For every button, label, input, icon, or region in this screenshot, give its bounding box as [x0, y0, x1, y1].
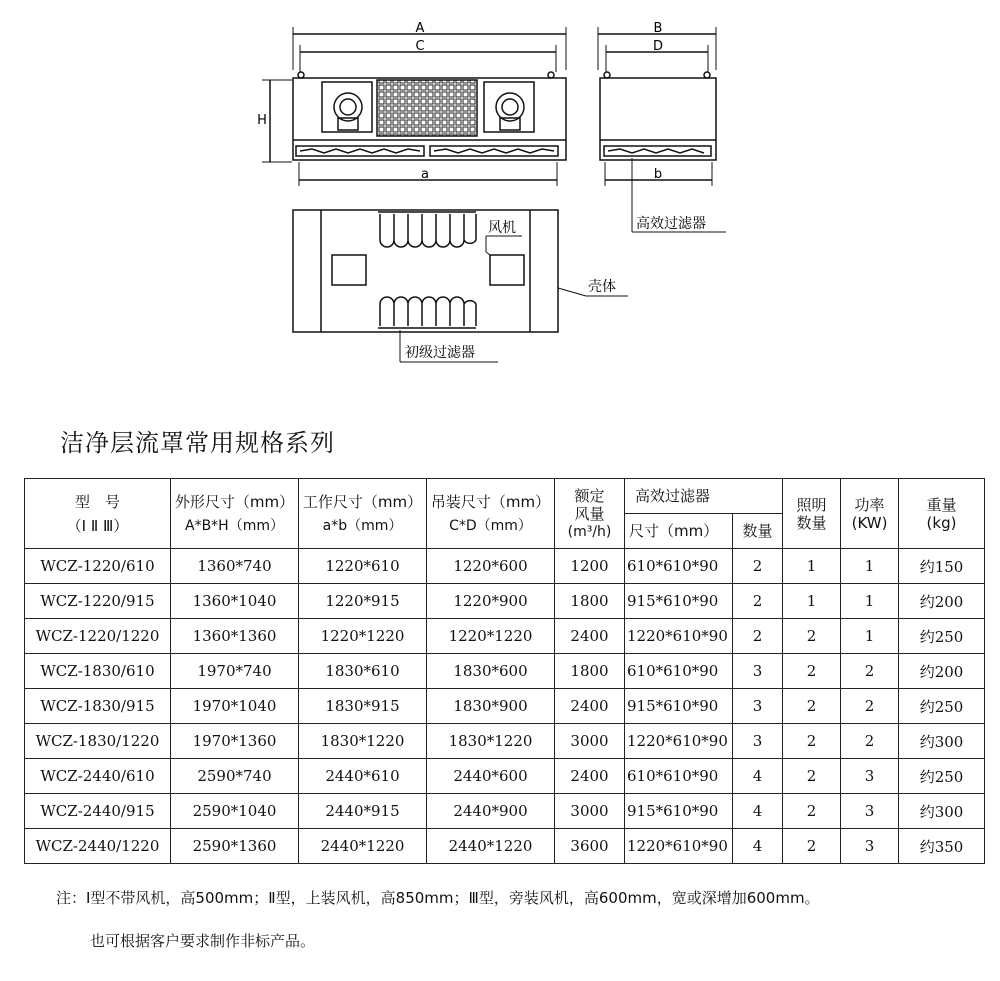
note-line-2: 也可根据客户要求制作非标产品。 — [90, 932, 316, 950]
cell-hepa-qty: 2 — [733, 584, 783, 619]
technical-drawing — [0, 0, 1000, 400]
header-light-line1: 照明 — [796, 495, 827, 514]
side-elevation — [598, 27, 726, 232]
header-work-size — [299, 479, 427, 549]
cell-hepa-size: 1220*610*90 — [625, 619, 733, 654]
header-airflow — [555, 479, 625, 549]
cell-weight: 约300 — [899, 794, 985, 829]
cell-hepa-size: 610*610*90 — [625, 549, 733, 584]
header-hepa: 高效过滤器 — [625, 479, 783, 514]
header-air-line1: 额定 — [574, 486, 605, 505]
cell-airflow: 2400 — [555, 689, 625, 724]
cell-airflow: 2400 — [555, 619, 625, 654]
cell-power: 1 — [841, 619, 899, 654]
cell-work-size: 1220*610 — [299, 549, 427, 584]
cell-hang-size: 2440*900 — [427, 794, 555, 829]
cell-model: WCZ-1830/1220 — [25, 724, 171, 759]
cell-hepa-size: 610*610*90 — [625, 654, 733, 689]
header-weight-line1: 重量 — [926, 495, 957, 514]
cell-airflow: 1800 — [555, 584, 625, 619]
cell-power: 2 — [841, 689, 899, 724]
table-row — [25, 654, 985, 689]
cell-weight: 约150 — [899, 549, 985, 584]
header-power-line2: (KW) — [851, 513, 888, 532]
dim-C-label: C — [415, 39, 425, 54]
cell-model: WCZ-2440/915 — [25, 794, 171, 829]
front-elevation — [262, 27, 566, 186]
cell-airflow: 3000 — [555, 794, 625, 829]
prefilter-label: 初级过滤器 — [405, 345, 475, 361]
cell-outer-size: 1970*740 — [171, 654, 299, 689]
cell-airflow: 1800 — [555, 654, 625, 689]
cell-hepa-qty: 4 — [733, 794, 783, 829]
cell-airflow: 3000 — [555, 724, 625, 759]
fan-label: 风机 — [488, 220, 516, 236]
header-light-line2: 数量 — [796, 513, 827, 532]
cell-power: 3 — [841, 759, 899, 794]
cell-model: WCZ-2440/610 — [25, 759, 171, 794]
cell-outer-size: 1360*1360 — [171, 619, 299, 654]
page-title: 洁净层流罩常用规格系列 — [60, 429, 335, 457]
cell-hepa-size: 915*610*90 — [625, 689, 733, 724]
header-hang-line2: C*D（mm） — [449, 517, 532, 534]
cell-hang-size: 1830*600 — [427, 654, 555, 689]
cell-outer-size: 1360*740 — [171, 549, 299, 584]
header-air-line3: (m³/h) — [567, 523, 612, 540]
cell-hang-size: 1220*600 — [427, 549, 555, 584]
cell-weight: 约350 — [899, 829, 985, 864]
header-model-line1: 型 号 — [74, 492, 120, 511]
header-hang-line1: 吊装尺寸（mm） — [430, 492, 551, 511]
spec-table — [24, 478, 985, 864]
cell-work-size: 2440*610 — [299, 759, 427, 794]
header-hang-size — [427, 479, 555, 549]
hepa-filter-label: 高效过滤器 — [636, 216, 706, 232]
cell-model: WCZ-1220/610 — [25, 549, 171, 584]
cell-hepa-size: 915*610*90 — [625, 794, 733, 829]
header-row-1 — [25, 479, 985, 514]
cell-outer-size: 1970*1360 — [171, 724, 299, 759]
plan-view — [293, 210, 628, 362]
dim-B-label: B — [653, 21, 663, 36]
cell-hepa-size: 1220*610*90 — [625, 829, 733, 864]
header-power-line1: 功率 — [854, 495, 885, 514]
cell-lighting: 2 — [783, 654, 841, 689]
cell-work-size: 1220*915 — [299, 584, 427, 619]
cell-work-size: 1830*610 — [299, 654, 427, 689]
cell-power: 3 — [841, 794, 899, 829]
header-weight — [899, 479, 985, 549]
header-model-line2: （Ⅰ Ⅱ Ⅲ） — [66, 516, 129, 535]
cell-model: WCZ-2440/1220 — [25, 829, 171, 864]
header-air-line2: 风量 — [574, 504, 605, 523]
cell-weight: 约200 — [899, 654, 985, 689]
cell-work-size: 1830*915 — [299, 689, 427, 724]
dim-A-label: A — [415, 21, 425, 36]
cell-power: 1 — [841, 584, 899, 619]
table-row — [25, 689, 985, 724]
cell-hang-size: 1220*900 — [427, 584, 555, 619]
cell-lighting: 1 — [783, 584, 841, 619]
cell-work-size: 2440*915 — [299, 794, 427, 829]
table-row — [25, 584, 985, 619]
cell-power: 1 — [841, 549, 899, 584]
cell-hang-size: 2440*1220 — [427, 829, 555, 864]
cell-lighting: 2 — [783, 794, 841, 829]
cell-weight: 约200 — [899, 584, 985, 619]
header-hepa-size: 尺寸（mm） — [625, 514, 733, 549]
dim-a-label: a — [421, 167, 429, 182]
cell-lighting: 2 — [783, 689, 841, 724]
cell-power: 2 — [841, 654, 899, 689]
header-outer-size — [171, 479, 299, 549]
note-line-1: 注：Ⅰ型不带风机，高500mm；Ⅱ型，上装风机，高850mm；Ⅲ型，旁装风机，高600mm，宽或深增加600mm。 — [56, 889, 820, 907]
cell-outer-size: 1360*1040 — [171, 584, 299, 619]
header-weight-line2: (kg) — [926, 513, 957, 532]
header-power — [841, 479, 899, 549]
cell-model: WCZ-1220/915 — [25, 584, 171, 619]
cell-work-size: 1220*1220 — [299, 619, 427, 654]
cell-lighting: 2 — [783, 724, 841, 759]
cell-lighting: 2 — [783, 619, 841, 654]
header-model — [25, 479, 171, 549]
cell-hepa-qty: 2 — [733, 619, 783, 654]
cell-power: 2 — [841, 724, 899, 759]
cell-model: WCZ-1830/610 — [25, 654, 171, 689]
cell-airflow: 2400 — [555, 759, 625, 794]
table-row — [25, 794, 985, 829]
cell-model: WCZ-1830/915 — [25, 689, 171, 724]
cell-weight: 约250 — [899, 689, 985, 724]
cell-hepa-qty: 3 — [733, 724, 783, 759]
dim-H-label: H — [257, 113, 267, 128]
cell-airflow: 3600 — [555, 829, 625, 864]
cell-hepa-qty: 4 — [733, 759, 783, 794]
cell-hepa-size: 915*610*90 — [625, 584, 733, 619]
cell-lighting: 2 — [783, 829, 841, 864]
cell-hepa-qty: 2 — [733, 549, 783, 584]
header-outer-line2: A*B*H（mm） — [185, 517, 284, 534]
cell-hang-size: 1830*1220 — [427, 724, 555, 759]
cell-work-size: 1830*1220 — [299, 724, 427, 759]
header-outer-line1: 外形尺寸（mm） — [174, 492, 295, 511]
shell-label: 壳体 — [588, 279, 616, 295]
cell-power: 3 — [841, 829, 899, 864]
dim-b-label: b — [653, 167, 663, 182]
header-lighting — [783, 479, 841, 549]
table-row — [25, 619, 985, 654]
cell-hepa-size: 1220*610*90 — [625, 724, 733, 759]
table-row — [25, 829, 985, 864]
cell-airflow: 1200 — [555, 549, 625, 584]
cell-lighting: 1 — [783, 549, 841, 584]
cell-hang-size: 2440*600 — [427, 759, 555, 794]
cell-hang-size: 1830*900 — [427, 689, 555, 724]
table-row — [25, 549, 985, 584]
cell-weight: 约300 — [899, 724, 985, 759]
cell-outer-size: 2590*1040 — [171, 794, 299, 829]
cell-hepa-qty: 3 — [733, 689, 783, 724]
cell-lighting: 2 — [783, 759, 841, 794]
cell-hepa-qty: 3 — [733, 654, 783, 689]
table-row — [25, 724, 985, 759]
cell-weight: 约250 — [899, 619, 985, 654]
cell-hepa-qty: 4 — [733, 829, 783, 864]
cell-outer-size: 2590*1360 — [171, 829, 299, 864]
table-row — [25, 759, 985, 794]
cell-weight: 约250 — [899, 759, 985, 794]
cell-hang-size: 1220*1220 — [427, 619, 555, 654]
cell-outer-size: 2590*740 — [171, 759, 299, 794]
cell-outer-size: 1970*1040 — [171, 689, 299, 724]
header-work-line1: 工作尺寸（mm） — [302, 492, 423, 511]
cell-model: WCZ-1220/1220 — [25, 619, 171, 654]
cell-hepa-size: 610*610*90 — [625, 759, 733, 794]
cell-work-size: 2440*1220 — [299, 829, 427, 864]
header-work-line2: a*b（mm） — [322, 517, 403, 534]
header-hepa-qty: 数量 — [733, 514, 783, 549]
dim-D-label: D — [652, 39, 664, 54]
